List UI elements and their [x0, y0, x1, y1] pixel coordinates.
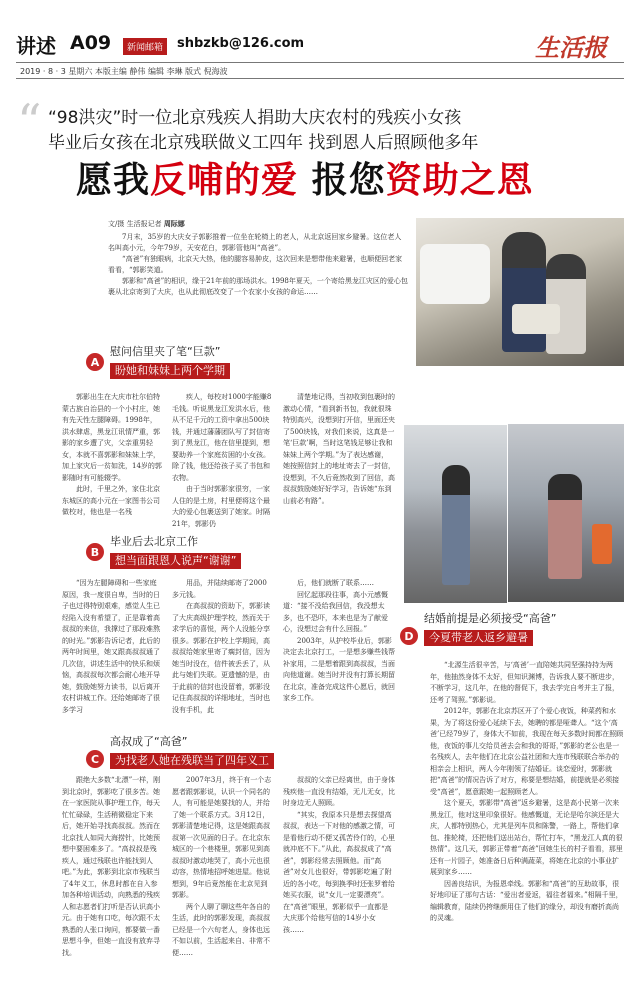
section-a-subtitle: 盼她和妹妹上两个学期 [110, 363, 230, 379]
subheadline-2: 毕业后女孩在北京残联做义工四年 找到恩人后照顾他多年 [48, 133, 479, 153]
section-b-col2 [172, 578, 272, 714]
section-c-col1-p1: 跟绝大多数“北漂”一样，刚到北京时，郭影吃了很多苦。她在一家医院从事护理工作，每天忙忙碌碌，生活稍微稳定下来后，她开始寻找高叔叔。然而在北京找人如同大海捞针，比她预想中要困难多了。“高叔叔是残疾人，通过残联也许能找到人吧。”为此，郭影到北京市残联当了4年义工，休息时都在自入参加各种培训活动，向熟悉的残疾人和志愿者们打听是否认识高小元。由于她有口吃，每次跟不太熟悉的人张口询问，都要做一番思想斗争，但她一直没有放弃寻找。 [62, 776, 161, 957]
section-b-col3-p3: 2003年，从护校毕业后，郭影决定去北京打工，一是想多赚些钱帮补家用，二是想着跟到高叔叔，当面向他道谢。她当时并没有打算长期留在北京，准备完成这件心愿后，就回家乡工作。 [283, 636, 395, 702]
lead-paragraph [108, 218, 408, 298]
section-c-col2-p1: 2007年3月，终于有一个志愿者跟郭影说，认识一个同名的人，有可能是她要找的人，并给了她一个联系方式。3月12日，郭影清楚地记得，这是她跟高叔叔第一次见面的日子。在北京东城区的一个巷楼里，郭影见到高叔叔时激动地哭了，高小元也很动容，热情地招呼她进屋。他说想到，9年后竟然能在北京见到郭影。 [172, 776, 272, 899]
section-c-col2-p2: 两个人聊了聊这些年各自的生活，此时的郭影发现，高叔叔已经是一个六旬老人，身体也远不如以前，生活起来自、非常不便…… [172, 902, 270, 957]
main-headline-part-a: 愿我 [76, 160, 151, 201]
section-d-subtitle: 今夏带老人返乡避暑 [424, 630, 533, 646]
section-a-col3 [283, 392, 395, 504]
byline-prefix: 文/摄 生活报记者 [108, 220, 164, 228]
section-b-col3-p1: 后，他们就断了联系…… [297, 579, 374, 587]
section-b-badge: B [86, 543, 104, 561]
section-d-col1 [430, 660, 624, 956]
section-a-title: 慰问信里夹了笔“巨款” [110, 345, 221, 358]
section-c-title: 高叔成了“高爸” [110, 735, 188, 748]
photo-car [420, 244, 490, 304]
section-b-col2-p2: 在高叔叔的资助下，郭影读了大庆高级护理学校，然而关于求学后的喜悦，两个人没能分享很多。郭影在护校上学期间，高叔叔给她家里寄了瘸封信，因为她当时没在，信件被丢丢了，从此与她们失联。更遗憾的是，由于此前的信封也没留着，郭影没记住高叔叔的详细地址，当时也没有手机，此 [172, 602, 270, 714]
section-c-col1 [62, 775, 162, 957]
header-rule [16, 62, 624, 63]
section-a-col1-p1: 郭影出生在大庆市杜尔伯特蒙古族自治县的一个小村庄，她有先天性左腿障碍。1998年，洪水肆虐，黑龙江讯情严重，郭影的家乡遭了灾，父亲重男轻女，本就不喜郭影和妹妹上学，加上家灾后一贫如洗，14岁的郭影随时有可能辍学。 [62, 393, 162, 482]
photo-guo-ying-and-gao [416, 218, 624, 366]
section-d-col1-p3: 这个夏天，郭影带“高爸”返乡避暑，这是高小民第一次来黑龙江，他对这里印象很好。他感慨道，无论是哈尔滨还是大庆，人都特别热心，尤其是列车员和陈警，一路上，帮他们拿包、推轮椅，还把他们送出站台，帮忙打车，“黑龙江人真的很热情”。这几天，郭影正带着“高爸”回她生长的村子看看，那里还有一片园子，她准备日后种满蔬菜，将她在北京的小事业扩展到家乡…… [430, 799, 623, 876]
section-d-col1-p4: 因善良结识，为报恩牵线。郭影和“高爸”的互助故事，很好地印证了那句古话：“爱出者爱返，福往者福来。”相隔千里，编辑教育，陆续仍挎继颜用住了他们的缘分，却没有磨折高尚的灵魂。 [430, 879, 623, 922]
subheadline-1: “98洪灾”时一位北京残疾人捐助大庆农村的残疾小女孩 [48, 108, 462, 128]
section-d-badge: D [400, 627, 418, 645]
photo-figure-pushing [548, 474, 582, 579]
email-address: shbzkb@126.com [177, 36, 305, 51]
main-headline [76, 152, 534, 203]
section-d-col1-p1: “北源生活很辛苦，与‘高爸’一直陪她共同坚强持持为两年，他抽然身体不太好，但知识渊博，告诉我人要不断进步，不断学习，这几年，在他的督促下，我去学完自考并主了报，还考了驾照。”郭影说。 [430, 661, 619, 704]
photo-suitcase [592, 524, 612, 564]
section-c-header [86, 735, 274, 769]
photo-walking-with-walker [404, 425, 507, 603]
brand-logo: 生活报 [535, 33, 607, 62]
page-header [0, 0, 640, 82]
section-c-col3-p1: 叔叔的父亲已经离世，由于身体残疾他一直没有结婚，无儿无女，比时身边无人照顾。 [283, 776, 395, 807]
byline-name: 周际娜 [163, 219, 185, 228]
section-b-col3-p2: 回忆起那段往事，高小元感慨道：“接不没给我回信，我没想太多，也不恐吓，本来也是为了献爱心，没想过会有什么回报。” [283, 590, 388, 633]
section-c-badge: C [86, 750, 104, 768]
photo-figure-walking [442, 465, 470, 585]
section-name: 讲述 [16, 34, 56, 58]
main-headline-part-d: 资助之恩 [385, 160, 534, 201]
header-rule-bottom [16, 78, 624, 79]
photo-wheelchair-travel [508, 424, 624, 602]
page-code: A09 [70, 32, 112, 54]
quote-mark-icon: “ [17, 94, 42, 150]
page-meta: 2019 · 8 · 3 星期六 本版主编 静伟 编辑 李琳 版式 倪海波 [20, 67, 228, 76]
section-d-header [400, 612, 556, 646]
section-a-col2 [172, 392, 272, 528]
section-b-title: 毕业后去北京工作 [110, 535, 198, 548]
photo-bag [512, 304, 560, 334]
section-a-col3-p1: 清楚地记得，当初收到包裹时的激动心情，“看到新书包，我就很珠特别高兴，没想到打开信，里面还夹了500块钱，对我们来说，这真是一笔‘巨款’啊，当时这笔钱足够让我和妹妹上两个学期。”为了表达感谢，她按照信封上的地址寄去了一封信，没想到，不久后竟然收到了回信，高叔叔鼓励她好好学习，告诉她“东到山前必有路”。 [283, 393, 395, 505]
section-d-col1-p2: 2012年，郭影在北京苏区开了个爱心夜饭，种菜药和水果，为了将这份爱心延续下去，她聘的都是哑聋人。“这个‘高爸’已经79岁了，身体大不如前，我现在每天多数时间都在照顾他，夜饭的事儿交给员爸去会和我的哥哥，”郭影的老公也是一名残疾人，去年他们在北京公益社团和大连市残联联合举办的相亲会上相识，两人今年刚领了结婚证。谈恋爱时，郭影就把“高爸”的情况告诉了对方，称要是想结婚，前提就是必须接受“高爸”，愿意跟她一起照顾老人。 [430, 707, 624, 796]
section-c-col3 [283, 775, 395, 945]
section-b-col3 [283, 578, 395, 702]
section-a-badge: A [86, 353, 104, 371]
mailbox-label: 新闻邮箱 [123, 38, 167, 55]
section-a-col2-p2: 由于当时郭影家很穷，一家人住的是土房，村里便将这个最大的爱心包裹送到了她家。时隔21年，郭影仍 [172, 485, 270, 528]
section-a-col1-p2: 此时，千里之外，家住北京东城区的高小元在一家图书公司做校对，他也是一名残 [62, 485, 160, 516]
lead-p3: 郭影和“高爸”的相识，缘于21年前的那场洪水。1998年夏天，一个寄给黑龙江灾区的爱心包裹从北京寄到了大庆，也从此彻底改变了一个农家小女孩的命运…… [108, 277, 408, 296]
byline [108, 218, 408, 230]
section-c-subtitle: 为找老人她在残联当了四年义工 [110, 753, 274, 769]
section-a-header [86, 345, 230, 379]
section-b-header [86, 535, 241, 569]
main-headline-part-b: 反哺的爱 [150, 160, 299, 201]
section-d-title: 结婚前提是必须接受“高爸” [424, 612, 557, 625]
main-headline-part-c: 报您 [298, 160, 386, 201]
lead-p2: “高爸”有独眼病，北京天大热，他的腿容易肿皮，这次回来是想带他来避暑，也顺便回老家看看，“郭影笑道。 [108, 255, 403, 274]
section-b-col2-p1: 用品，并陆续邮寄了2000多元钱。 [172, 579, 267, 599]
lead-p1: 7月末，35岁的大庆女子郭影推着一位坐在轮椅上的老人，从北京返回家乡避暑。这位老人名叫高小元，今年79岁，天安花白，郭影管他叫“高爸”。 [108, 233, 402, 252]
photo-figure-woman [502, 232, 546, 352]
section-a-col1 [62, 392, 162, 516]
section-b-col1-p1: “因为左腿障碍和一些家庭原因，我一度很自卑，当时的日子也过得特别艰难，感觉人生已经陷入没有希望了，正是靠着高叔叔的来信，我撑过了那段难熬的时光。”郭影告诉记者，此后的两年时间里，她又跟高叔叔通了几次信，讲述生活中的快乐和烦恼，高叔叔每次都会耐心地开导她，鼓励她努力读书，以后离开农村讲城工作。还给她邮寄了很多学习 [62, 579, 161, 714]
section-c-col2 [172, 775, 272, 957]
section-b-subtitle: 想当面跟恩人说声“谢谢” [110, 553, 241, 569]
section-a-col2-p1: 疾人，每校对1000字能赚8毛钱。听说黑龙江发洪水后，他从不足千元的工资中拿出500块钱，并通过藩藩团队写了封信寄到了黑龙江，他在信里提到，想要助养一个家庭贫困的小女孩。除了钱，他还给孩子买了书包和衣物。 [172, 393, 272, 482]
section-b-col1 [62, 578, 162, 714]
section-c-col3-p2: “其实，我原本只是想去探望高叔叔，表达一下对他的感激之情，可是看他行动不便又孤苦伶仃的，心里就冲底不下。”从此，高叔叔成了“高爸”，郭影经常去照顾他。而“高爸”对女儿也很好，带郭影吃遍了附近的各小吃，每到换季时还张罗着给她买衣服，说“女儿一定要漂亮”。在“高爸”眼里，郭影似乎一直都是大庆那个给他写信的14岁小女孩…… [283, 810, 395, 934]
